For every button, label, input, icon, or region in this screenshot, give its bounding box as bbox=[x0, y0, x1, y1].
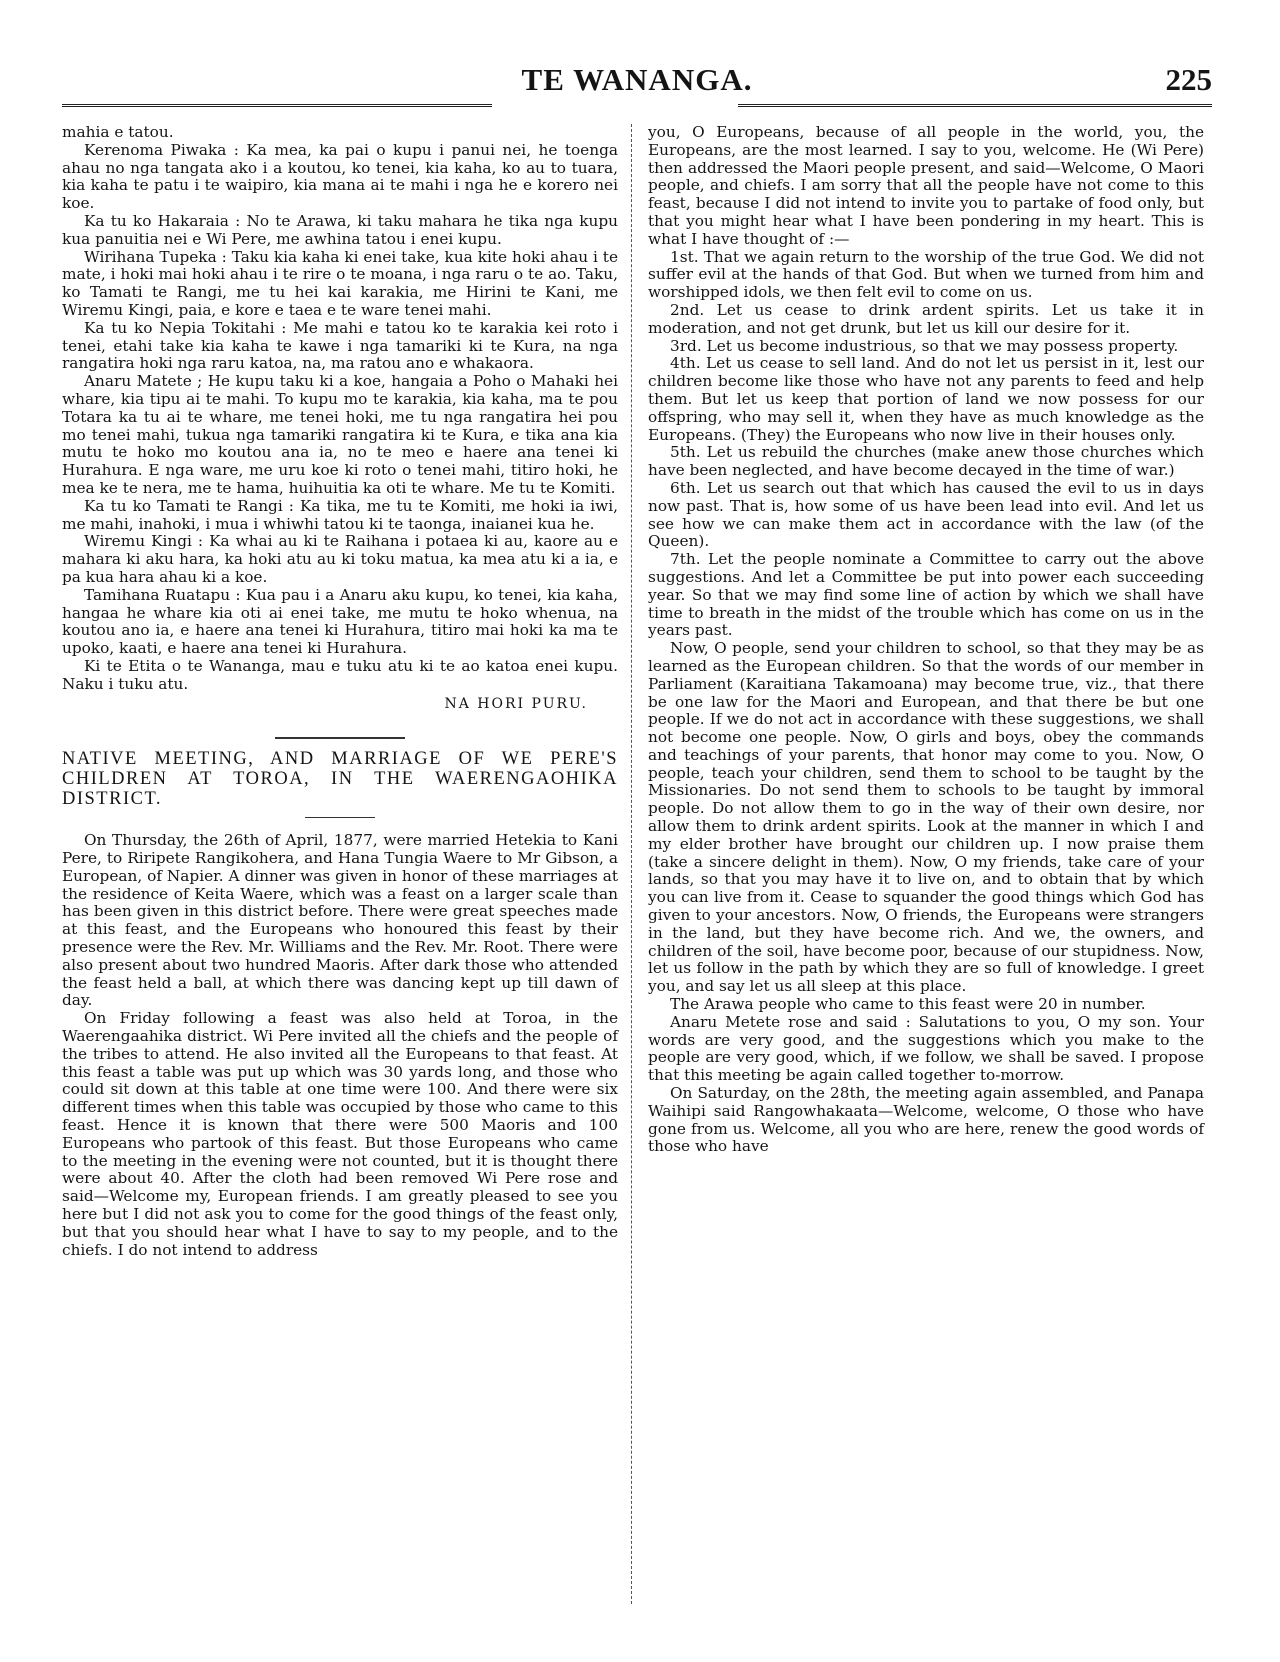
paragraph: Ka tu ko Nepia Tokitahi : Me mahi e tatou ko te karakia kei roto i tenei, etahi take kia kaha te kawe i nga tamariki ki te Kura, na nga rangatira hoki nga raru katoa, na, ma ratou ano e whakaora. bbox=[62, 318, 618, 373]
paragraph: 5th. Let us rebuild the churches (make anew those churches which have been neglected, and have become decayed in the time of war.) bbox=[648, 443, 1204, 480]
paragraph: On Saturday, on the 28th, the meeting again assembled, and Panapa Waihipi said Rangowhakaata—Welcome, welcome, O those who have gone from us. Welcome, all you who are here, renew the good words of those who have bbox=[648, 1084, 1204, 1156]
paragraph: Ka tu ko Hakaraia : No te Arawa, ki taku mahara he tika nga kupu kua panuitia nei e Wi Pere, me awhina tatou i enei kupu. bbox=[62, 211, 618, 248]
paragraph: Anaru Metete rose and said : Salutations to you, O my son. Your words are very good, and the suggestions which you make to the people are very good, which, if we follow, we shall be saved. I propose that this meeting be again called together to-morrow. bbox=[648, 1012, 1204, 1085]
paragraph: 7th. Let the people nominate a Committee to carry out the above suggestions. And let a Committee be put into power each succeeding year. So that we may find some line of action by which we shall have time to breath in the midst of the trouble which has come on us in the years past. bbox=[648, 550, 1204, 640]
masthead-rule-left bbox=[62, 104, 492, 107]
article-paragraph: On Thursday, the 26th of April, 1877, were married Hetekia to Kani Pere, to Riripete Rangikohera, and Hana Tungia Waere to Mr Gibson, a European, of Napier. A dinner was given in honor of these marriages at the residence of Keita Waere, which was a feast on a larger scale than has been given in this district before. There were great speeches made at this feast, and the Europeans who honoured this feast by their presence were the Rev. Mr. Williams and the Rev. Mr. Root. There were also present about two hundred Maoris. After dark those who attended the feast held a ball, at which there was dancing kept up till dawn of day. bbox=[62, 831, 618, 1010]
article-paragraph: On Friday following a feast was also held at Toroa, in the Waerengaahika district. Wi Pere invited all the chiefs and the people of the tribes to attend. He also invited all the Europeans to that feast. At this feast a table was put up which was 30 yards long, and those who could sit down at this table at one time were 100. And there were six different times when this table was occupied by those who came to this feast. Hence it is known that there were 500 Maoris and 100 Europeans who partook of this feast. But those Europeans who came to the meeting in the evening were not counted, but it is thought there were about 40. After the cloth had been removed Wi Pere rose and said—Welcome my, European friends. I am greatly pleased to see you here but I did not ask you to come for the good things of the feast only, but that you should hear what I have to say to my people, and to the chiefs. I do not intend to address bbox=[62, 1009, 618, 1259]
paragraph: mahia e tatou. bbox=[62, 123, 174, 141]
paragraph: Wiremu Kingi : Ka whai au ki te Raihana i potaea ki au, kaore au e mahara ki aku hara, ka hoki atu au ki toku matua, ka mea atu ki a ia, e pa kua hara ahau ki a koe. bbox=[62, 532, 618, 586]
page-number: 225 bbox=[1165, 62, 1212, 97]
paragraph: 1st. That we again return to the worship of the true God. We did not suffer evil at the hands of that God. But when we turned from him and worshipped idols, we then felt evil to come on us. bbox=[648, 247, 1204, 302]
masthead-rule-right bbox=[738, 104, 1212, 107]
paragraph: 6th. Let us search out that which has caused the evil to us in days now past. That is, how some of us have been lead into evil. And let us see how we can make them act in accordance with the law (of the Queen). bbox=[648, 478, 1204, 551]
left-column bbox=[62, 124, 618, 1259]
paragraph: Ki te Etita o te Wananga, mau e tuku atu ki te ao katoa enei kupu. Naku i tuku atu. bbox=[62, 656, 618, 693]
paragraph: you, O Europeans, because of all people in the world, you, the Europeans, are the most learned. I say to you, welcome. He (Wi Pere) then addressed the Maori people present, and said—Welcome, O Maori people, and chiefs. I am sorry that all the people have not come to this feast, because I did not intend to invite you to partake of food only, but that you might hear what I have been pondering in my heart. This is what I have thought of :— bbox=[648, 123, 1204, 248]
paragraph: Ka tu ko Tamati te Rangi : Ka tika, me tu te Komiti, me hoki ia iwi, me mahi, inahoki, i mua i whiwhi tatou ki te taonga, inaianei kua he. bbox=[62, 496, 618, 533]
paragraph: Now, O people, send your children to school, so that they may be as learned as the European children. So that the words of our member in Parliament (Karaitiana Takamoana) may become true, viz., that there be one law for the Maori and European, and that there be but one people. If we do not act in accordance with these suggestions, we shall not become one people. Now, O girls and boys, obey the commands and teachings of your parents, that honor may come to you. Now, O people, teach your children, send them to school to be taught by the Missionaries. Do not send them to schools to be taught by immoral people. Do not allow them to go in the way of their own desire, nor allow them to drink ardent spirits. Look at the manner in which I and my elder brother have brought our children up. I now praise them (take a sincere delight in them). Now, O my friends, take care of your lands, so that you may have it to live on, and to obtain that by which you can live from it. Cease to squander the good things which God has given to your ancestors. Now, O friends, the Europeans were strangers in the land, but they have become rich. And we, the owners, and children of the soil, have become poor, because of our stupidness. Now, let us follow in the path by which they are so full of knowledge. I greet you, and say let us all sleep at this place. bbox=[648, 639, 1204, 996]
paragraph: 2nd. Let us cease to drink ardent spirits. Let us take it in moderation, and not get drunk, but let us kill our desire for it. bbox=[648, 300, 1204, 337]
masthead bbox=[62, 62, 1212, 102]
paragraph: 3rd. Let us become industrious, so that we may possess property. bbox=[670, 336, 1179, 355]
article-heading: NATIVE MEETING, AND MARRIAGE OF WE PERE'S CHILDREN AT TOROA, IN THE WAERENGAOHIKA DISTRICT. bbox=[62, 749, 618, 810]
paragraph: Tamihana Ruatapu : Kua pau i a Anaru aku kupu, ko tenei, kia kaha, hangaa he whare kia oti ai enei take, me mutu te hoko whenua, na koutou ano ia, e haere ana tenei ki Hurahura, titiro mai hoki ka ma te upoko, kaati, e haere ana tenei ki Hurahura. bbox=[62, 585, 618, 658]
paragraph: Wirihana Tupeka : Taku kia kaha ki enei take, kua kite hoki ahau i te mate, i hoki mai hoki ahau i te rire o te moana, i nga raru o te ao. Taku, ko Tamati te Rangi, me tu hei kai karakia, me Hirini te Kani, me Wiremu Kingi, paia, e kore e taea e te ware tenei mahi. bbox=[62, 247, 618, 319]
signature: NA HORI PURU. bbox=[444, 695, 588, 712]
section-rule bbox=[275, 737, 405, 739]
column-divider bbox=[631, 124, 632, 1604]
paragraph: The Arawa people who came to this feast were 20 in number. bbox=[670, 995, 1146, 1014]
paragraph: Kerenoma Piwaka : Ka mea, ka pai o kupu i panui nei, he toenga ahau no nga tangata ako i a koutou, ko tenei, kia kaha, ko au to tuara, kia kaha te patu i te waipiro, kia mana ai te mahi i nga he e korero nei koe. bbox=[62, 140, 618, 213]
heading-underline bbox=[305, 817, 375, 818]
right-column bbox=[648, 124, 1204, 1156]
paragraph: Anaru Matete ; He kupu taku ki a koe, hangaia a Poho o Mahaki hei whare, kia tipu ai te mahi. To kupu mo te karakia, kia kaha, ma te pou Totara ka tu ai te whare, me tenei hoki, me tu nga rangatira hei pou mo tenei mahi, tukua nga tamariki rangatira ki te Kura, e tika ana kia mutu te hoko mo koutou ana ia, no te meo e haere ana tenei ki Hurahura. E nga ware, me uru koe ki roto o tenei mahi, titiro hoki, he mea ke te nera, me te hama, huihuitia ka oti te whare. Me tu te Komiti. bbox=[62, 372, 618, 497]
newspaper-title: TE WANANGA. bbox=[521, 62, 753, 97]
paragraph: 4th. Let us cease to sell land. And do not let us persist in it, lest our children become like those who have not any parents to feed and help them. But let us keep that portion of land we now possess for our offspring, who may sell it, when they have as much knowledge as the Europeans. (They) the Europeans who now live in their houses only. bbox=[648, 354, 1204, 444]
